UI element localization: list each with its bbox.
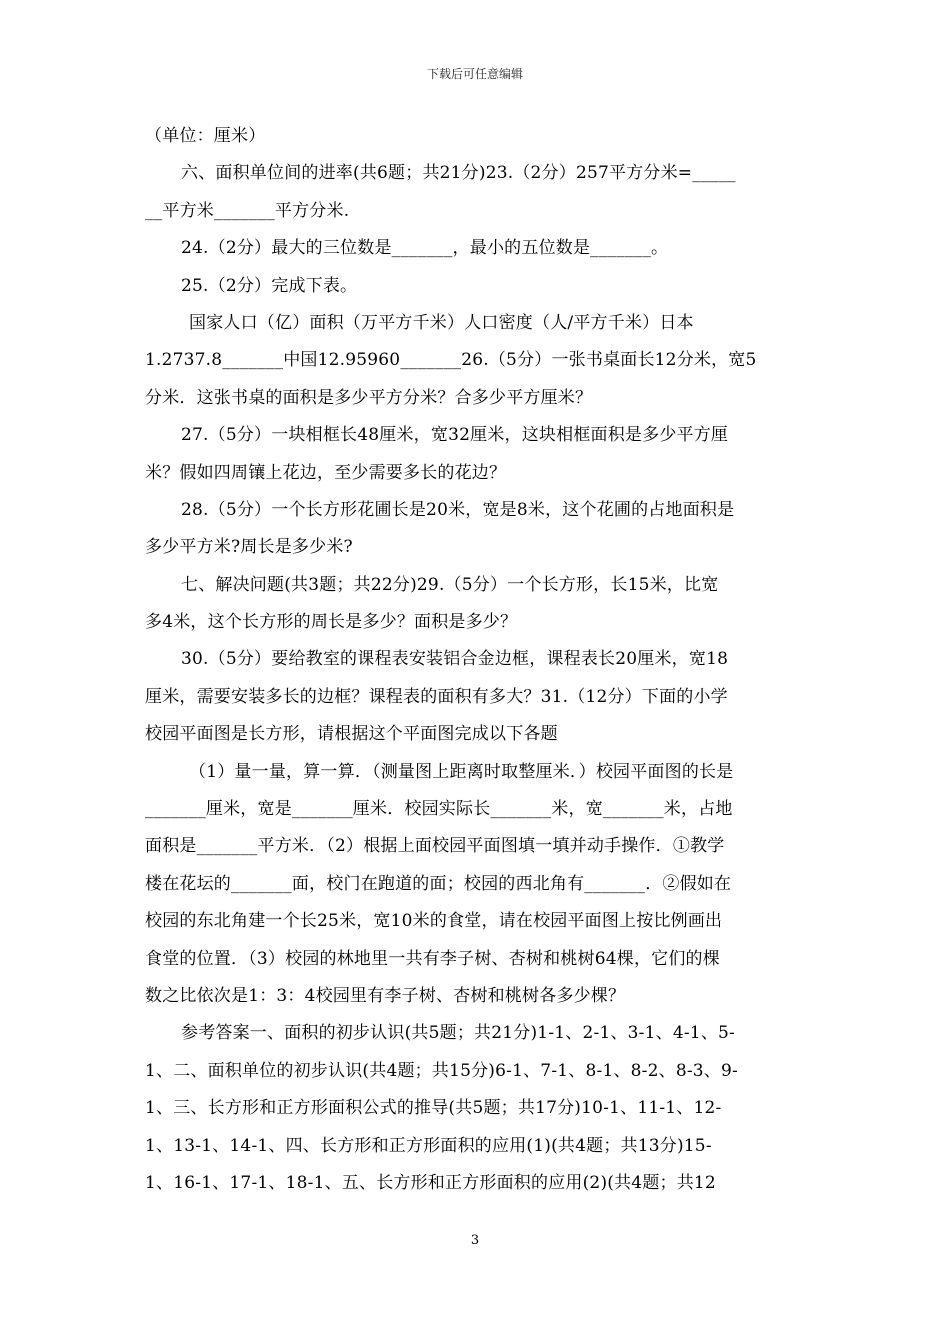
text-line: 1、三、长方形和正方形面积公式的推导(共5题；共17分)10-1、11-1、12- [145,1098,722,1119]
text-line: 多少平方米?周长是多少米? [145,537,353,558]
text-line: 1、二、面积单位的初步认识(共4题；共15分)6-1、7-1、8-1、8-2、8-3、9- [145,1060,738,1081]
text-line: 食堂的位置．（3）校园的林地里一共有李子树、杏树和桃树64棵，它们的棵 [145,948,720,969]
text-line: 厘米，需要安装多长的边框？课程表的面积有多大？31.（12分）下面的小学 [145,686,728,707]
text-line: 楼在花坛的_______面，校门在跑道的面；校园的西北角有_______．②假如在 [145,873,732,894]
text-line: 25.（2分）完成下表。 [181,275,358,296]
page-header: 下载后可任意编辑 [426,67,523,81]
text-line: 1、13-1、14-1、四、长方形和正方形面积的应用(1)(共4题；共13分)15- [145,1135,712,1156]
text-line: 六、面积单位间的进率(共6题；共21分)23.（2分）257平方分米=_____ [181,163,736,184]
text-line: 多4米，这个长方形的周长是多少？面积是多少？ [145,612,518,633]
text-line: __平方米_______平方分米. [145,200,350,221]
page-number: 3 [470,1233,480,1248]
text-line: 30.（5分）要给教室的课程表安装铝合金边框，课程表长20厘米，宽18 [181,649,729,670]
text-line: 校园平面图是长方形，请根据这个平面图完成以下各题 [145,724,558,745]
text-line: 七、解决问题(共3题；共22分)29.（5分）一个长方形，长15米，比宽 [181,574,719,595]
text-line: _______厘米，宽是_______厘米．校园实际长_______米，宽_______米，占地 [145,799,733,820]
document-body [145,118,807,1202]
text-line: 分米．这张书桌的面积是多少平方分米？合多少平方厘米？ [145,387,593,408]
text-line: 1、16-1、17-1、18-1、五、长方形和正方形面积的应用(2)(共4题；共12 [145,1172,716,1193]
text-line: 数之比依次是1：3：4校园里有李子树、杏树和桃树各多少棵？ [145,985,626,1006]
text-line: （1）量一量，算一算．（测量图上距离时取整厘米．）校园平面图的长是 [189,761,734,782]
text-line: 24.（2分）最大的三位数是_______，最小的五位数是_______。 [181,238,669,259]
text-line: 校园的东北角建一个长25米，宽10米的食堂，请在校园平面图上按比例画出 [145,911,723,932]
text-line: 1.2737.8_______中国12.95960_______26.（5分）一张书桌面长12分米，宽5 [145,350,757,371]
text-line: 27.（5分）一块相框长48厘米，宽32厘米，这块相框面积是多少平方厘 [181,425,729,446]
text-line: （单位：厘米） [145,126,266,146]
text-line: 米？假如四周镶上花边，至少需要多长的花边？ [145,462,507,483]
text-line: 28.（5分）一个长方形花圃长是20米，宽是8米，这个花圃的占地面积是 [181,499,735,520]
text-line: 国家人口（亿）面积（万平方千米）人口密度（人/平方千米）日本 [189,312,694,333]
text-line: 面积是_______平方米．（2）根据上面校园平面图填一填并动手操作．①教学 [145,836,725,857]
text-line: 参考答案一、面积的初步认识(共5题；共21分)1-1、2-1、3-1、4-1、5- [181,1023,735,1044]
